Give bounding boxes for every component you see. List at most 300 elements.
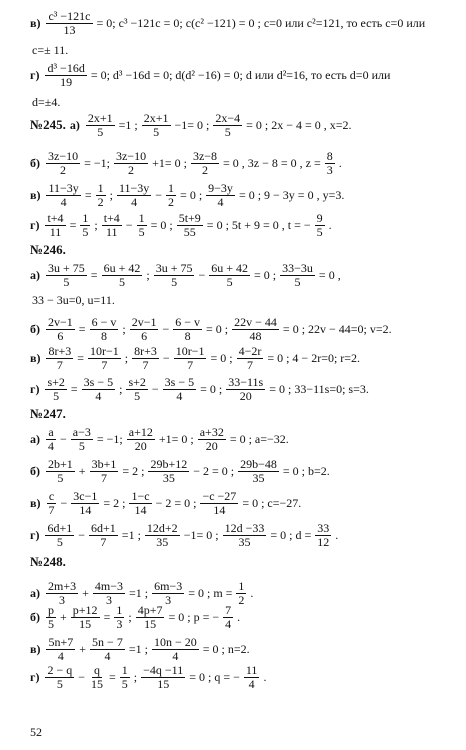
- fraction: [280, 262, 315, 288]
- equation-text: = 0 ; 22v − 44=0; v=2.: [282, 321, 392, 336]
- denominator: 14: [134, 502, 147, 517]
- denominator: 35: [238, 534, 251, 549]
- numerator: 1: [121, 663, 128, 677]
- equation-line: [30, 10, 427, 36]
- equation-line: [30, 636, 252, 662]
- equation-line: [30, 458, 332, 484]
- numerator: p+12: [72, 603, 98, 617]
- numerator: 11: [245, 663, 258, 677]
- fraction: [90, 458, 119, 484]
- equation-text: −: [162, 350, 170, 365]
- fraction: [213, 112, 242, 138]
- equation-text: −1= 0 ;: [183, 527, 219, 542]
- item-label: г): [30, 381, 40, 396]
- fraction: [173, 316, 202, 342]
- denominator: 5: [153, 124, 160, 139]
- numerator: s+2: [128, 375, 146, 389]
- denominator: 7: [56, 357, 63, 372]
- denominator: 4: [176, 388, 183, 403]
- fraction: [80, 212, 90, 238]
- equation-text: =1 ;: [129, 585, 149, 600]
- numerator: 2v−1: [131, 315, 157, 329]
- numerator: 2v−1: [48, 315, 73, 329]
- numerator: 1: [168, 181, 175, 195]
- item-label: в): [30, 641, 41, 656]
- fraction: [114, 604, 124, 630]
- numerator: 11−3y: [48, 181, 79, 195]
- denominator: 15: [144, 616, 157, 631]
- fraction: [226, 376, 265, 402]
- equation-text: −: [155, 187, 163, 202]
- denominator: 7: [142, 357, 149, 372]
- denominator: 6: [141, 328, 148, 343]
- denominator: 5: [63, 274, 70, 289]
- denominator: 14: [79, 502, 92, 517]
- equation-text: = 0 ; m =: [188, 585, 233, 600]
- numerator: 3b+1: [91, 457, 117, 471]
- denominator: 5: [57, 470, 64, 485]
- equation-text: = 2 ;: [122, 463, 145, 478]
- numerator: 2x−4: [215, 111, 241, 125]
- numerator: 2x+1: [143, 111, 169, 125]
- item-label: г): [30, 217, 40, 232]
- equation-text: .: [263, 669, 267, 684]
- equation-line: [30, 40, 70, 60]
- denominator: 2: [238, 592, 245, 607]
- denominator: 5: [294, 274, 301, 289]
- denominator: 2: [60, 162, 67, 177]
- item-label: в): [30, 15, 41, 30]
- equation-text: ;: [94, 217, 98, 232]
- equation-text: +: [82, 585, 89, 600]
- numerator: d³ −16d: [47, 61, 85, 75]
- equation-text: .: [335, 527, 339, 542]
- numerator: 10r−1: [175, 344, 205, 358]
- equation-text: +: [78, 463, 86, 478]
- fraction: [88, 345, 121, 371]
- numerator: a: [48, 425, 54, 439]
- denominator: 3: [165, 592, 172, 607]
- numerator: −4q −11: [143, 663, 184, 677]
- equation-line: [30, 426, 291, 452]
- numerator: 4m−3: [94, 579, 123, 593]
- fraction: [71, 490, 99, 516]
- item-label: в): [30, 187, 41, 202]
- numerator: 2b+1: [48, 457, 73, 471]
- fraction: [174, 345, 207, 371]
- denominator: 3: [326, 162, 333, 177]
- denominator: 8: [184, 328, 191, 343]
- equation-text: = 0 ; 2x − 4 = 0 , x=2.: [246, 117, 352, 132]
- numerator: 1−c: [131, 489, 150, 503]
- numerator: 2x+1: [87, 111, 113, 125]
- equation-text: .: [250, 585, 254, 600]
- numerator: −c −27: [202, 489, 237, 503]
- exercise-number: №245.: [30, 117, 66, 133]
- denominator: 5: [48, 616, 54, 631]
- denominator: 15: [79, 616, 92, 631]
- numerator: 5n+7: [48, 635, 74, 649]
- item-label: в): [30, 495, 41, 510]
- fraction: [154, 262, 195, 288]
- denominator: 48: [249, 328, 262, 343]
- denominator: 15: [91, 676, 104, 691]
- denominator: 7: [48, 502, 55, 517]
- numerator: 5n − 7: [92, 635, 123, 649]
- numerator: 12d −33: [224, 521, 265, 535]
- item-label: г): [30, 669, 40, 684]
- numerator: 22v − 44: [234, 315, 277, 329]
- denominator: 6: [57, 328, 64, 343]
- fraction: [102, 212, 122, 238]
- fraction: [232, 316, 279, 342]
- equation-line: [30, 240, 66, 260]
- denominator: 20: [205, 438, 218, 453]
- fraction: [90, 636, 125, 662]
- equation-text: .: [237, 609, 241, 624]
- equation-text: = 0 ; 9 − 3y = 0 , y=3.: [238, 187, 345, 202]
- fraction: [236, 580, 246, 606]
- equation-line: [30, 316, 394, 342]
- equation-text: = 2 ;: [103, 495, 126, 510]
- fraction: [237, 345, 264, 371]
- equation-text: = 0 ; b=2.: [282, 463, 330, 478]
- equation-line: [30, 182, 346, 208]
- equation-text: =: [78, 321, 86, 336]
- denominator: 3: [105, 592, 112, 607]
- fraction: [141, 664, 185, 690]
- equation-text: ;: [133, 669, 138, 684]
- numerator: 3z−10: [115, 149, 147, 163]
- fraction: [86, 112, 115, 138]
- fraction: [71, 604, 100, 630]
- equation-text: = 0; d³ −16d = 0; d(d² −16) = 0; d или d²=16, то есть d=0 или: [90, 67, 391, 82]
- numerator: a−3: [72, 425, 91, 439]
- denominator: 5: [121, 676, 128, 691]
- exercise-number: №248.: [30, 554, 66, 569]
- fraction: [102, 262, 143, 288]
- equation-text: = 0 ; c=−27.: [242, 495, 302, 510]
- denominator: 4: [225, 616, 232, 631]
- page-number: 52: [30, 725, 42, 739]
- numerator: 3u + 75: [155, 261, 193, 275]
- equation-text: −: [198, 267, 206, 282]
- denominator: 5: [97, 124, 104, 139]
- fraction: [200, 490, 238, 516]
- fraction: [45, 376, 66, 402]
- equation-text: =: [109, 669, 116, 684]
- numerator: 3c−1: [73, 489, 98, 503]
- equation-text: =: [103, 609, 111, 624]
- numerator: 5t+9: [178, 211, 201, 225]
- numerator: a+32: [199, 425, 224, 439]
- fraction: [191, 150, 219, 176]
- numerator: 33: [317, 521, 330, 535]
- denominator: 8: [100, 328, 107, 343]
- denominator: 4: [48, 438, 54, 453]
- numerator: p: [48, 603, 54, 617]
- fraction: [315, 522, 331, 548]
- equation-text: = 0 ,: [318, 267, 341, 282]
- equation-line: [30, 404, 66, 424]
- fraction: [46, 604, 56, 630]
- equation-text: =: [90, 267, 98, 282]
- equation-text: 33 − 3u=0, u=11.: [32, 292, 115, 307]
- equation-text: −: [78, 527, 86, 542]
- equation-text: ;: [146, 267, 150, 282]
- fraction: [315, 212, 325, 238]
- fraction: [46, 490, 56, 516]
- denominator: 7: [246, 357, 253, 372]
- equation-line: [30, 664, 268, 690]
- denominator: 12: [317, 534, 330, 549]
- numerator: 6 − v: [175, 315, 201, 329]
- fraction: [145, 522, 180, 548]
- equation-text: ;: [128, 609, 132, 624]
- numerator: c: [48, 489, 55, 503]
- equation-line: [30, 62, 392, 88]
- denominator: 5: [82, 224, 89, 239]
- equation-text: +1= 0 ;: [152, 155, 187, 170]
- fraction: [89, 664, 105, 690]
- equation-line: [30, 522, 340, 548]
- numerator: 3s − 5: [164, 375, 195, 389]
- fraction: [244, 664, 260, 690]
- numerator: c³ −121c: [48, 9, 91, 23]
- denominator: 11: [49, 224, 62, 239]
- numerator: 6 − v: [91, 315, 117, 329]
- fraction: [223, 522, 267, 548]
- denominator: 5: [224, 124, 231, 139]
- exercise-number: №247.: [30, 406, 66, 421]
- denominator: 4: [95, 388, 102, 403]
- denominator: 2: [201, 162, 208, 177]
- numerator: s+2: [47, 375, 65, 389]
- item-label: в): [30, 350, 41, 365]
- fraction: [46, 426, 56, 452]
- equation-text: = 0 , 3z − 8 = 0 , z =: [223, 155, 321, 170]
- fraction: [45, 664, 74, 690]
- equation-text: − 2 = 0 ;: [193, 463, 235, 478]
- numerator: 1: [138, 211, 145, 225]
- equation-text: = 0 ;: [150, 217, 173, 232]
- fraction: [325, 150, 335, 176]
- denominator: 7: [100, 534, 107, 549]
- denominator: 2: [128, 162, 135, 177]
- equation-text: = 0 ; 4 − 2r=0; r=2.: [267, 350, 361, 365]
- numerator: t+4: [47, 211, 64, 225]
- item-label: а): [30, 431, 40, 446]
- equation-text: = 0 ; 33−11s=0; s=3.: [269, 381, 369, 396]
- equation-text: = −1;: [84, 155, 110, 170]
- equation-text: ;: [122, 321, 126, 336]
- fraction: [45, 62, 86, 88]
- fraction: [129, 490, 151, 516]
- equation-text: ;: [124, 350, 129, 365]
- fraction: [120, 664, 130, 690]
- fraction: [209, 262, 250, 288]
- denominator: 3: [59, 592, 66, 607]
- numerator: 29b−48: [240, 457, 277, 471]
- numerator: 6u + 42: [211, 261, 249, 275]
- equation-line: [30, 150, 344, 176]
- denominator: 15: [157, 676, 170, 691]
- numerator: 12d+2: [146, 521, 178, 535]
- item-label: б): [30, 609, 40, 624]
- fraction: [45, 212, 65, 238]
- equation-text: = 0 ; p = −: [168, 609, 220, 624]
- item-label: а): [69, 117, 80, 132]
- equation-line: [30, 376, 371, 402]
- fraction: [46, 150, 80, 176]
- fraction: [238, 458, 279, 484]
- equation-text: = 0; c³ −121c = 0; c(c² −121) = 0 ; c=0 или c²=121, то есть c=0 или: [96, 15, 426, 30]
- numerator: t+4: [103, 211, 120, 225]
- denominator: 35: [162, 470, 175, 485]
- item-label: г): [30, 67, 40, 82]
- denominator: 13: [63, 22, 76, 37]
- item-label: б): [30, 321, 40, 336]
- numerator: 1: [82, 211, 89, 225]
- denominator: 20: [134, 438, 147, 453]
- numerator: 4−2r: [238, 344, 262, 358]
- numerator: 2 − q: [47, 663, 73, 677]
- numerator: 6m−3: [154, 579, 183, 593]
- denominator: 5: [226, 274, 233, 289]
- numerator: 1: [97, 181, 104, 195]
- equation-text: =: [70, 381, 78, 396]
- fraction: [90, 316, 119, 342]
- numerator: 33−11s: [228, 375, 264, 389]
- equation-line: [30, 552, 66, 572]
- numerator: 33−3u: [282, 261, 313, 275]
- numerator: 10n − 20: [153, 635, 197, 649]
- fraction: [46, 458, 75, 484]
- numerator: 8r+3: [48, 344, 72, 358]
- equation-text: +: [60, 609, 67, 624]
- equation-line: [30, 92, 62, 112]
- denominator: 3: [116, 616, 123, 631]
- equation-text: .: [328, 217, 332, 232]
- denominator: 11: [105, 224, 118, 239]
- denominator: 5: [118, 274, 125, 289]
- fraction: [117, 182, 151, 208]
- denominator: 5: [316, 224, 323, 239]
- numerator: a+12: [128, 425, 153, 439]
- numerator: 3s − 5: [83, 375, 114, 389]
- equation-text: =: [77, 350, 85, 365]
- denominator: 4: [104, 648, 111, 663]
- denominator: 4: [217, 194, 224, 209]
- equation-text: = 0 ;: [254, 267, 277, 282]
- equation-text: +1= 0 ;: [158, 431, 194, 446]
- fraction: [166, 182, 176, 208]
- denominator: 5: [138, 224, 145, 239]
- denominator: 4: [60, 194, 67, 209]
- fraction: [137, 212, 147, 238]
- equation-text: − 2 = 0 ;: [155, 495, 197, 510]
- denominator: 4: [248, 676, 255, 691]
- equation-text: .: [338, 155, 342, 170]
- fraction: [89, 522, 118, 548]
- denominator: 20: [239, 388, 252, 403]
- numerator: 9−3y: [208, 181, 233, 195]
- denominator: 7: [100, 470, 107, 485]
- numerator: 3z−10: [48, 149, 79, 163]
- equation-text: −: [60, 431, 67, 446]
- denominator: 2: [168, 194, 175, 209]
- fraction: [82, 376, 115, 402]
- denominator: 5: [134, 388, 141, 403]
- fraction: [46, 316, 75, 342]
- equation-text: = 0 ;: [200, 381, 223, 396]
- numerator: 1: [238, 579, 245, 593]
- equation-text: = 0 ; a=−32.: [229, 431, 289, 446]
- numerator: 29b+12: [150, 457, 188, 471]
- fraction: [136, 604, 165, 630]
- denominator: 35: [252, 470, 265, 485]
- denominator: 5: [53, 388, 60, 403]
- fraction: [46, 10, 92, 36]
- equation-text: =1 ;: [121, 527, 141, 542]
- denominator: 7: [101, 357, 108, 372]
- equation-line: [30, 345, 362, 371]
- fraction: [46, 262, 87, 288]
- equation-line: [30, 112, 354, 138]
- denominator: 4: [131, 194, 138, 209]
- equation-line: [30, 212, 334, 238]
- denominator: 5: [56, 534, 63, 549]
- equation-text: = 0 ;: [210, 350, 233, 365]
- fraction: [127, 426, 155, 452]
- fraction: [132, 345, 159, 371]
- numerator: 8r+3: [134, 344, 157, 358]
- fraction: [223, 604, 233, 630]
- fraction: [46, 345, 73, 371]
- equation-text: = 0 ; d =: [270, 527, 312, 542]
- equation-text: −1= 0 ;: [174, 117, 210, 132]
- fraction: [130, 316, 159, 342]
- fraction: [126, 376, 147, 402]
- denominator: 55: [183, 224, 196, 239]
- equation-text: =: [84, 187, 92, 202]
- equation-text: = 0 ; n=2.: [202, 641, 250, 656]
- equation-text: d=±4.: [32, 94, 61, 109]
- denominator: 14: [213, 502, 226, 517]
- fraction: [206, 182, 235, 208]
- equation-text: = 0 ; q = −: [189, 669, 240, 684]
- equation-line: [30, 290, 117, 310]
- numerator: 2m+3: [48, 579, 77, 593]
- numerator: 8: [326, 149, 333, 163]
- equation-text: ;: [119, 381, 123, 396]
- equation-text: = −1;: [96, 431, 123, 446]
- equation-text: c=± 11.: [32, 42, 69, 57]
- fraction: [148, 458, 189, 484]
- equation-text: −: [125, 217, 133, 232]
- equation-text: = 0 ; 5t + 9 = 0 , t = −: [206, 217, 311, 232]
- equation-line: [30, 490, 303, 516]
- fraction: [163, 376, 196, 402]
- item-label: г): [30, 527, 40, 542]
- item-label: а): [30, 267, 40, 282]
- equation-text: =1 ;: [128, 641, 148, 656]
- equation-text: −: [78, 669, 86, 684]
- equation-text: −: [60, 495, 68, 510]
- fraction: [46, 182, 80, 208]
- denominator: 35: [156, 534, 169, 549]
- fraction: [45, 522, 74, 548]
